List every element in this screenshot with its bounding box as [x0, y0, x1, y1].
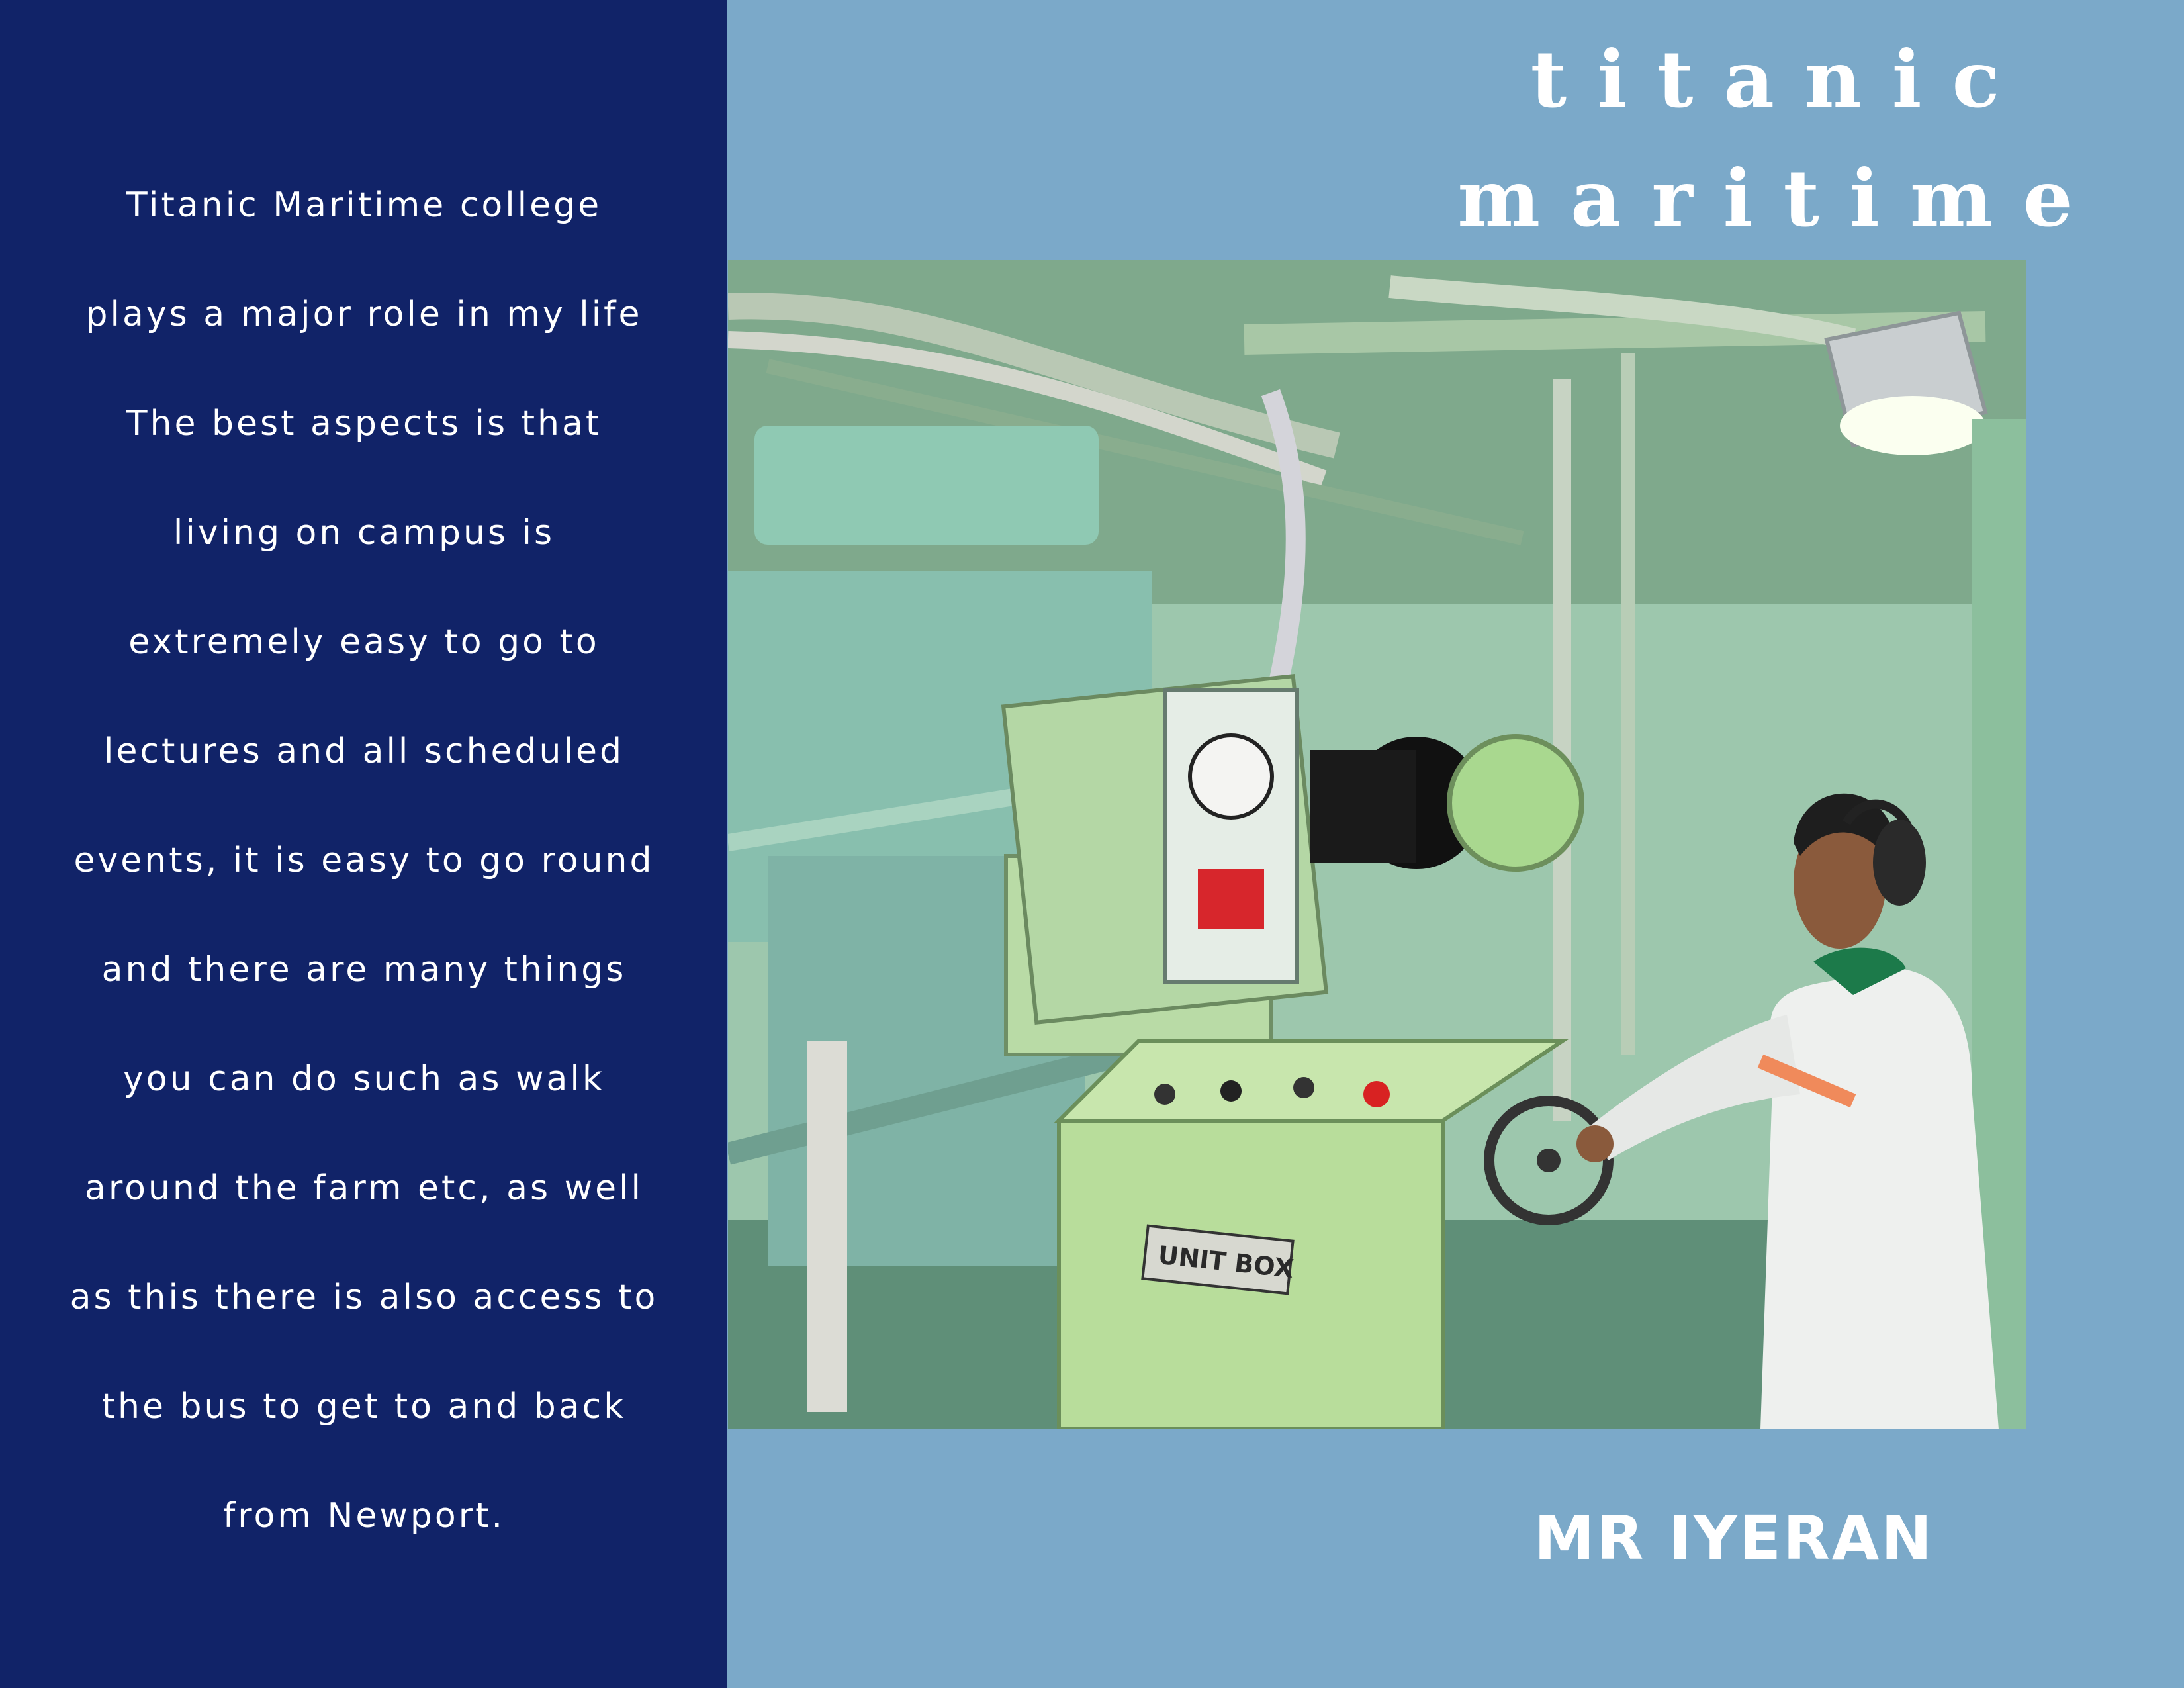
- engineer-coverall: [1760, 968, 1999, 1429]
- console-button: [1220, 1080, 1242, 1102]
- title-line-2: maritime: [1457, 152, 2103, 244]
- testimonial-line: the bus to get to and back: [101, 1387, 627, 1427]
- author-name: MR IYERAN: [1533, 1503, 1934, 1573]
- engine-room-illustration: [728, 260, 2026, 1429]
- clock-gauge: [1190, 735, 1272, 818]
- console-button: [1293, 1077, 1314, 1098]
- testimonial-line: Titanic Maritime college: [126, 185, 602, 225]
- title-line-1: titanic: [1530, 33, 2030, 125]
- testimonial-line: The best aspects is that: [126, 404, 602, 444]
- testimonial-line: living on campus is: [173, 513, 555, 553]
- testimonial-line: as this there is also access to: [69, 1278, 659, 1317]
- sidebar-panel: [0, 0, 727, 1688]
- machinery-housing: [754, 426, 1099, 545]
- testimonial-line: around the farm etc, as well: [85, 1168, 643, 1208]
- testimonial-line: from Newport.: [222, 1496, 506, 1536]
- flange: [1449, 737, 1582, 869]
- unit-box-label: UNIT BOX: [1156, 1240, 1295, 1284]
- testimonial-text: [26, 152, 702, 1572]
- console-button: [1154, 1084, 1175, 1105]
- testimonial-line: events, it is easy to go round: [73, 841, 655, 880]
- testimonial-line: plays a major role in my life: [85, 295, 643, 334]
- testimonial-line: lectures and all scheduled: [104, 731, 624, 771]
- page-title: [1416, 20, 2144, 258]
- engineer-hand: [1576, 1125, 1614, 1162]
- red-switch: [1198, 869, 1264, 929]
- testimonial-line: extremely easy to go to: [128, 622, 600, 662]
- testimonial-line: and there are many things: [101, 950, 627, 990]
- ear-protector: [1873, 820, 1926, 906]
- engine-room-photo: [728, 260, 2026, 1429]
- testimonial-line: you can do such as walk: [123, 1059, 605, 1099]
- emergency-button: [1363, 1081, 1390, 1107]
- light-glow: [1840, 396, 1985, 455]
- handwheel-hub: [1537, 1149, 1561, 1172]
- pipe: [807, 1041, 847, 1412]
- engine-coupling: [1310, 750, 1416, 863]
